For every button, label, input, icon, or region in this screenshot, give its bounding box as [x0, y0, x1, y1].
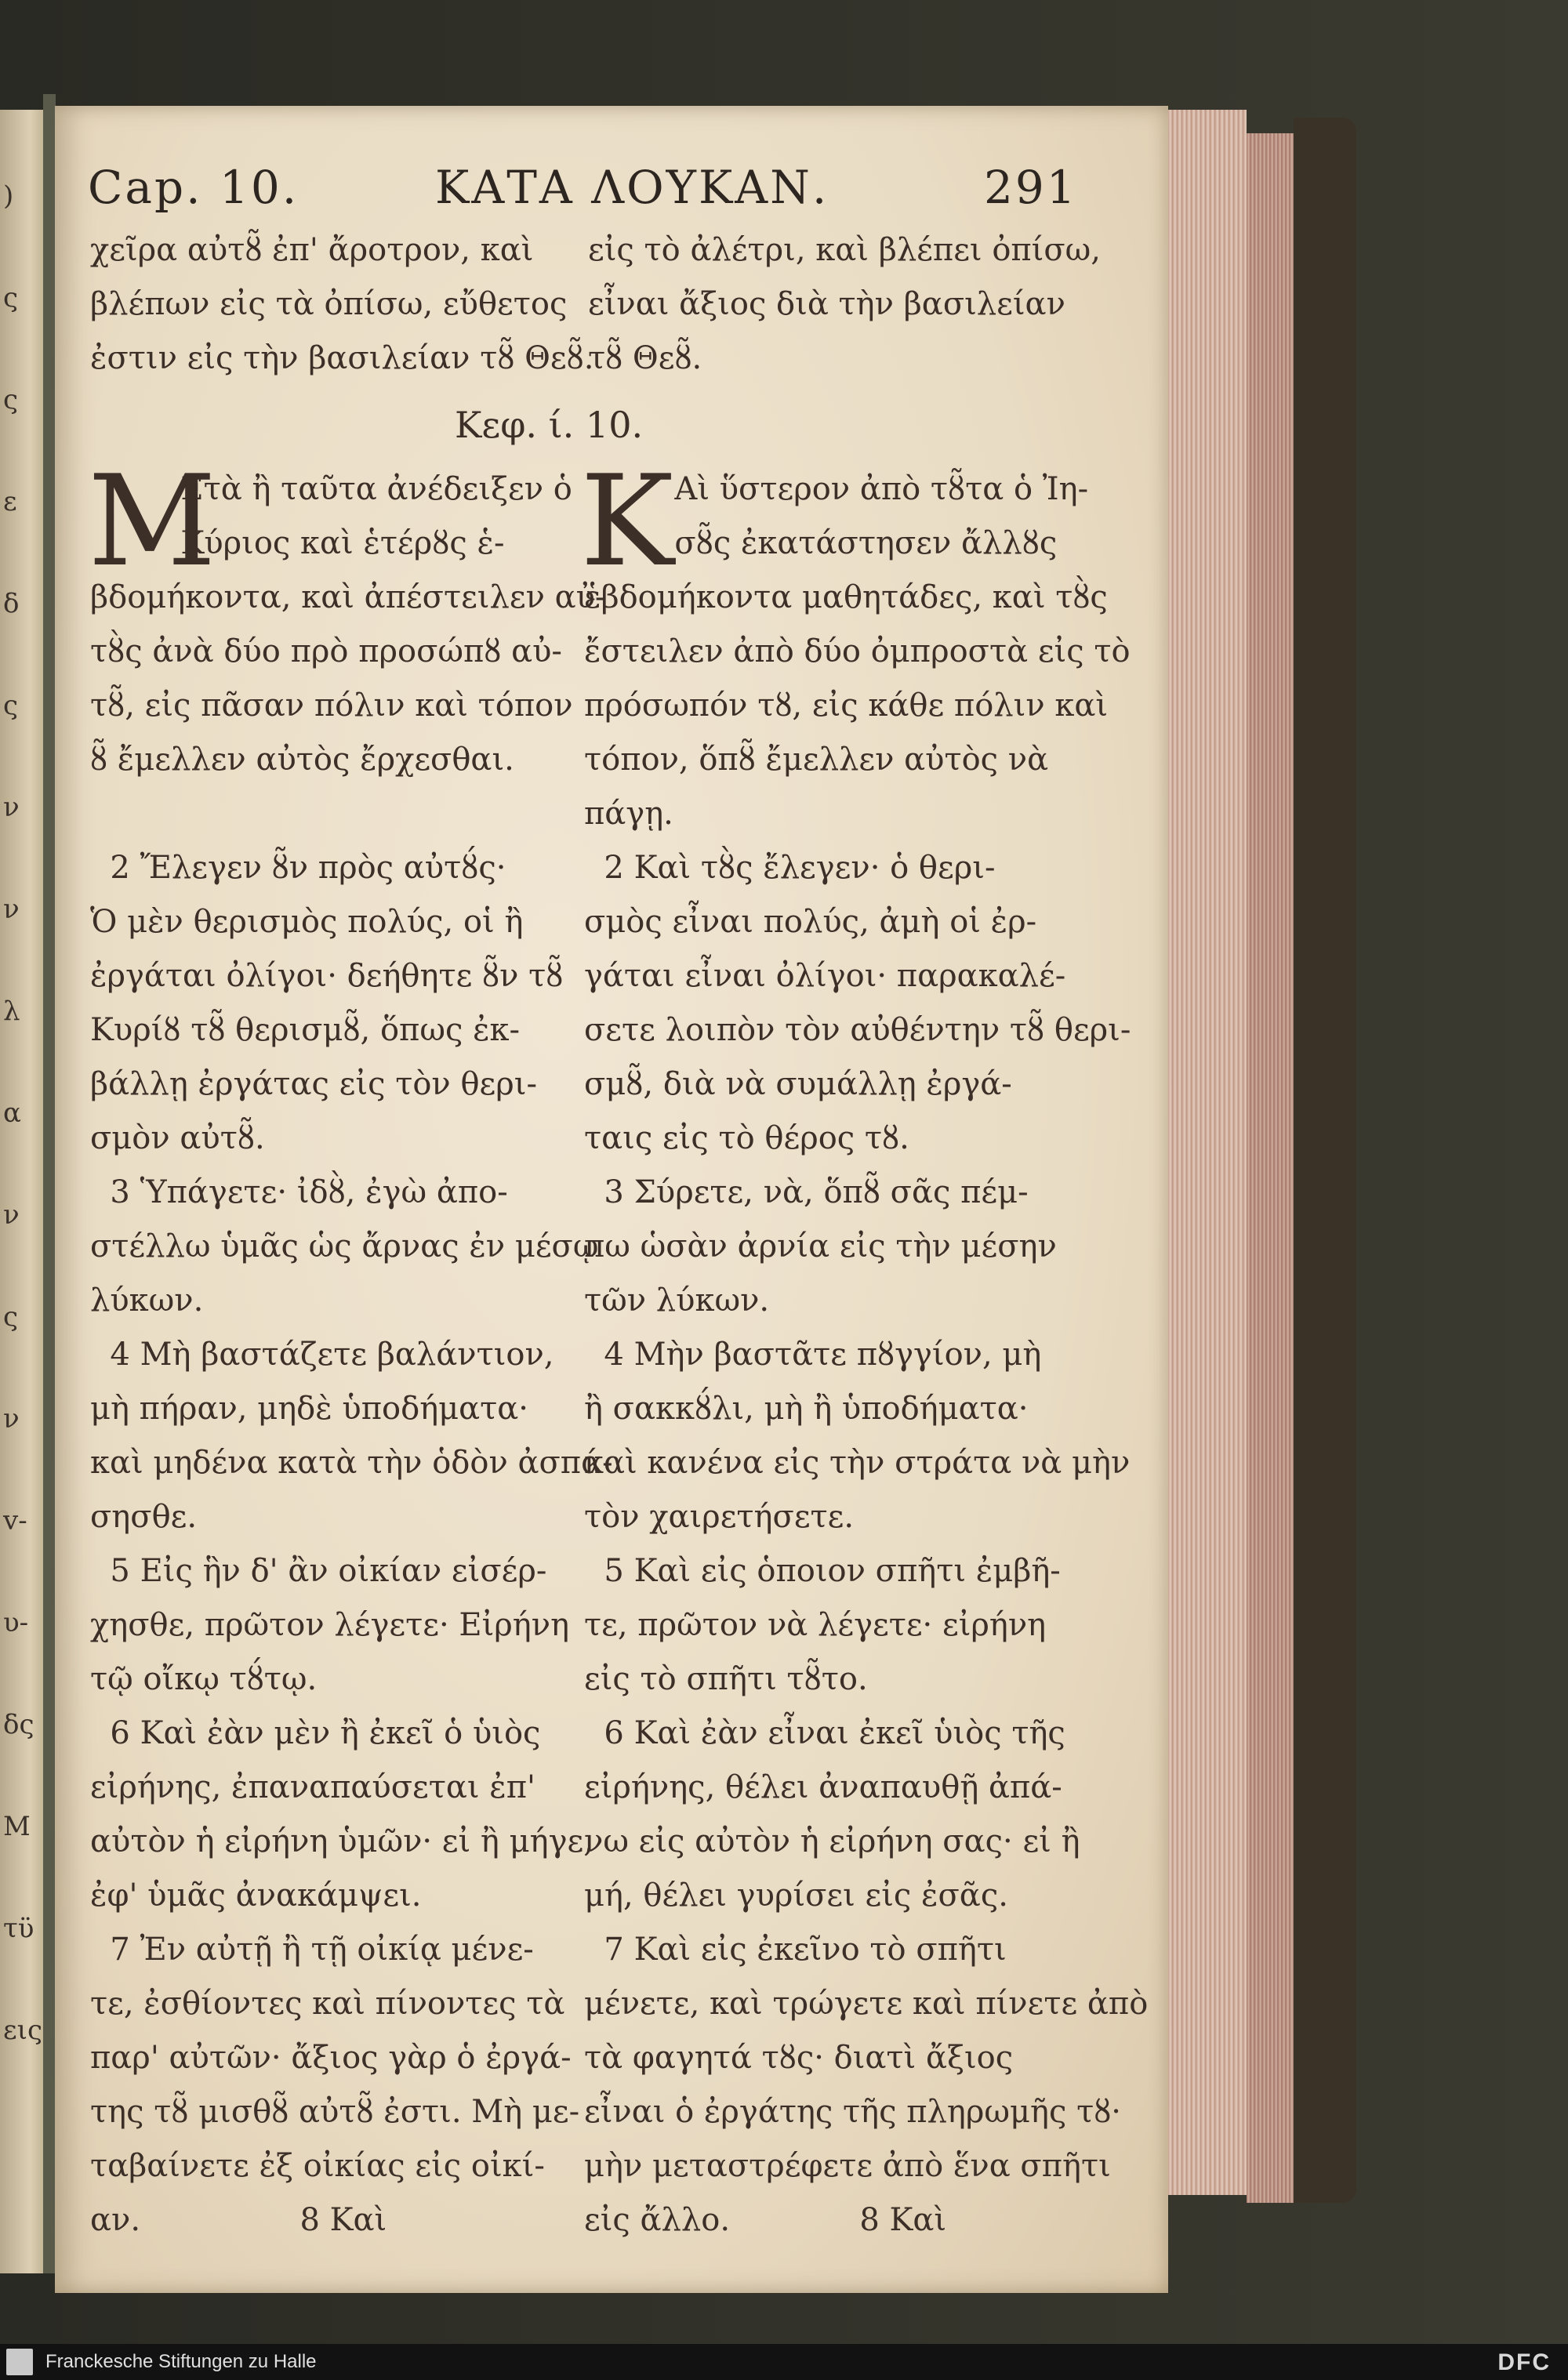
text-line: 7 Καὶ εἰς ἐκεῖνο τὸ σπῆτι	[584, 1932, 1007, 1968]
text-line: σμὸν αὐτȣ̃.	[90, 1120, 265, 1156]
left-margin-fragment: ν	[3, 1403, 20, 1435]
text-line: 5 Καὶ εἰς ὁποιον σπῆτι ἐμβῆ-	[584, 1553, 1061, 1589]
text-line: ἢ σακκȣ́λι, μὴ ἢ ὑποδήματα·	[584, 1391, 1029, 1427]
column-2-top	[588, 223, 1101, 386]
left-margin-fragment: α	[3, 1097, 21, 1129]
drop-cap-1: Μ	[88, 448, 216, 594]
text-line: αν. 8 Καὶ	[90, 2202, 387, 2238]
text-line: χησθε, πρῶτον λέγετε· Εἰρήνη	[90, 1607, 570, 1643]
text-line: χεῖρα αὐτȣ̃ ἐπ' ἄροτρον, καὶ	[90, 232, 534, 268]
text-line: λύκων.	[90, 1283, 204, 1319]
text-line: ταβαίνετε ἐξ οἰκίας εἰς οἰκί-	[90, 2148, 545, 2184]
text-line: βδομήκοντα, καὶ ἀπέστειλεν αὐ-	[90, 579, 606, 615]
column-1-top	[90, 223, 593, 386]
text-line: εἰς τὸ ἀλέτρι, καὶ βλέπει ὀπίσω,	[588, 232, 1102, 268]
text-line: τȣ̃, εἰς πᾶσαν πόλιν καὶ τόπον	[90, 688, 573, 724]
text-line: ἐργάται ὀλίγοι· δεήθητε ȣ̃ν τȣ̃	[90, 958, 564, 994]
page-edges-outer	[1247, 133, 1294, 2203]
text-line: Αὶ ὕστερον ἀπὸ τȣ̃τα ὁ Ἰη-	[655, 471, 1089, 507]
text-line: 2 Ἔλεγεν ȣ̃ν πρὸς αὐτȣ́ς·	[90, 850, 506, 886]
text-line: εἰρήνης, θέλει ἀναπαυθῇ ἀπά-	[584, 1769, 1062, 1805]
text-line: σȣ̃ς ἐκατάστησεν ἄλλȣς	[655, 525, 1058, 561]
footer-bar	[0, 2344, 1568, 2380]
text-line: γάται εἶναι ὀλίγοι· παρακαλέ-	[584, 958, 1066, 994]
text-line: της τȣ̃ μισθȣ̃ αὐτȣ̃ ἐστι. Μὴ με-	[90, 2094, 580, 2130]
text-line: μὴ πήραν, μηδὲ ὑποδήματα·	[90, 1391, 529, 1427]
text-line: εἶναι ὁ ἐργάτης τῆς πληρωμῆς τȣ·	[584, 2094, 1121, 2130]
left-margin-fragment: ς	[3, 282, 19, 314]
text-line: 4 Μὴ βαστάζετε βαλάντιον,	[90, 1337, 554, 1373]
text-line: ταις εἰς τὸ θέρος τȣ.	[584, 1120, 909, 1156]
text-line: 6 Καὶ ἐὰν εἶναι ἐκεῖ ὑιὸς τῆς	[584, 1715, 1065, 1751]
left-margin-fragment: δ	[3, 588, 20, 619]
text-line: ἑβδομήκοντα μαθητάδες, καὶ τȣ̀ς	[584, 579, 1108, 615]
text-line: σετε λοιπὸν τὸν αὐθέντην τȣ̃ θερι-	[584, 1012, 1131, 1048]
drop-cap-2: Κ	[580, 448, 674, 594]
running-head-chapter: Cap. 10.	[88, 161, 299, 214]
column-2-vernacular	[584, 463, 1148, 2248]
left-margin-fragment: δς	[3, 1709, 34, 1740]
book-cover	[1294, 118, 1356, 2203]
text-line: εἰρήνης, ἐπαναπαύσεται ἐπ'	[90, 1769, 536, 1805]
page-edges	[1168, 110, 1247, 2195]
text-line: 6 Καὶ ἐὰν μὲν ἢ ἐκεῖ ὁ ὑιὸς	[90, 1715, 541, 1751]
text-line: Κύριος καὶ ἑτέρȣς ἑ-	[161, 525, 505, 561]
text-line: αὐτὸν ἡ εἰρήνη ὑμῶν· εἰ ἢ μήγε,	[90, 1823, 593, 1859]
left-margin-fragment: ς	[3, 1301, 19, 1333]
left-margin-fragment: v-	[3, 1505, 27, 1536]
left-margin-fragment: Μ	[3, 1811, 31, 1842]
text-line: βάλλῃ ἐργάτας εἰς τὸν θερι-	[90, 1066, 537, 1102]
text-line: τόπον, ὅπȣ̃ ἔμελλεν αὐτὸς νὰ	[584, 742, 1049, 778]
text-line: ἔστειλεν ἀπὸ δύο ὀμπροστὰ εἰς τὸ	[584, 633, 1131, 669]
text-line: καὶ μηδένα κατὰ τὴν ὁδὸν ἀσπά-	[90, 1445, 613, 1481]
institution-logo-icon	[6, 2349, 33, 2375]
text-line: τὰ φαγητά τȣς· διατὶ ἄξιος	[584, 2040, 1014, 2076]
institution-name: Franckesche Stiftungen zu Halle	[45, 2351, 317, 2372]
text-line: παρ' αὐτῶν· ἄξιος γὰρ ὁ ἐργά-	[90, 2040, 572, 2076]
text-line: Ετὰ ἢ ταῦτα ἀνέδειξεν ὁ	[161, 471, 572, 507]
text-line: τȣ̃ Θεȣ̃.	[588, 340, 702, 376]
left-page-edge	[0, 110, 45, 2273]
text-line	[90, 787, 613, 841]
text-line: 7 Ἐν αὐτῇ ἢ τῇ οἰκίᾳ μένε-	[90, 1932, 534, 1968]
text-line: Κυρίȣ τȣ̃ θερισμȣ̃, ὅπως ἐκ-	[90, 1012, 521, 1048]
text-line: μή, θέλει γυρίσει εἰς ἐσᾶς.	[584, 1878, 1008, 1914]
text-line: τῷ οἴκῳ τȣ́τῳ.	[90, 1661, 318, 1697]
column-1-greek	[88, 448, 613, 2248]
text-line: πω ὡσὰν ἀρνία εἰς τὴν μέσην	[584, 1228, 1057, 1264]
left-margin-fragment: ν	[3, 1199, 20, 1231]
text-line: τε, πρῶτον νὰ λέγετε· εἰρήνη	[584, 1607, 1047, 1643]
text-line: βλέπων εἰς τὰ ὀπίσω, εὔθετος	[90, 286, 568, 322]
text-line: τε, ἐσθίοντες καὶ πίνοντες τὰ	[90, 1986, 565, 2022]
spine-gutter	[43, 94, 56, 2273]
text-line: τὸν χαιρετήσετε.	[584, 1499, 855, 1535]
running-head-title: ΚΑΤΑ ΛΟΥΚΑΝ.	[435, 161, 829, 214]
text-line: 2 Καὶ τȣ̀ς ἔλεγεν· ὁ θερι-	[584, 850, 996, 886]
text-line: εἶναι ἄξιος διὰ τὴν βασιλείαν	[588, 286, 1065, 322]
text-line: εἰς ἄλλο. 8 Καὶ	[584, 2202, 947, 2238]
left-margin-fragment: ς	[3, 384, 19, 415]
text-line: στέλλω ὑμᾶς ὡς ἄρνας ἐν μέσῳ	[90, 1228, 599, 1264]
text-line: 5 Εἰς ἣν δ' ἂν οἰκίαν εἰσέρ-	[90, 1553, 547, 1589]
text-line: μένετε, καὶ τρώγετε καὶ πίνετε ἀπὸ	[584, 1986, 1149, 2022]
text-line: νω εἰς αὐτὸν ἡ εἰρήνη σας· εἰ ἢ	[584, 1823, 1080, 1859]
text-line: πάγῃ.	[584, 796, 673, 832]
left-margin-fragment: τϋ	[3, 1913, 34, 1944]
text-line: τῶν λύκων.	[584, 1283, 770, 1319]
text-line: σμὸς εἶναι πολύς, ἀμὴ οἱ ἐρ-	[584, 904, 1037, 940]
left-margin-fragment: )	[3, 180, 14, 212]
text-line: ἐφ' ὑμᾶς ἀνακάμψει.	[90, 1878, 422, 1914]
text-line: σμȣ̃, διὰ νὰ συμάλλῃ ἐργά-	[584, 1066, 1012, 1102]
left-margin-fragment: υ-	[3, 1607, 29, 1638]
page-number: 291	[984, 161, 1078, 214]
text-line: εἰς τὸ σπῆτι τȣ̃το.	[584, 1661, 868, 1697]
left-margin-fragment: ν	[3, 894, 20, 925]
text-line: σησθε.	[90, 1499, 198, 1535]
left-margin-fragment: ε	[3, 486, 17, 517]
text-line: 3 Σύρετε, νὰ, ὅπȣ̃ σᾶς πέμ-	[584, 1174, 1029, 1210]
text-line: ἐστιν εἰς τὴν βασιλείαν τȣ̃ Θεȣ̃.	[90, 340, 594, 376]
chapter-heading: Κεφ. ί. 10.	[455, 404, 644, 446]
text-line: ȣ̃ ἔμελλεν αὐτὸς ἔρχεσθαι.	[90, 742, 514, 778]
text-line: μὴν μεταστρέφετε ἀπὸ ἕνα σπῆτι	[584, 2148, 1111, 2184]
text-line: πρόσωπόν τȣ, εἰς κάθε πόλιν καὶ	[584, 688, 1109, 724]
left-margin-fragment: ς	[3, 690, 19, 721]
text-line: 3 Ὑπάγετε· ἰδȣ̀, ἐγὼ ἀπο-	[90, 1174, 508, 1210]
dfg-logo: DFC	[1497, 2349, 1551, 2375]
text-line: καὶ κανένα εἰς τὴν στράτα νὰ μὴν	[584, 1445, 1131, 1481]
text-line: τȣ̀ς ἀνὰ δύο πρὸ προσώπȣ αὐ-	[90, 633, 562, 669]
left-margin-fragment: λ	[3, 996, 20, 1027]
text-line: 4 Μὴν βαστᾶτε πȣγγίον, μὴ	[584, 1337, 1042, 1373]
left-margin-fragment: εις	[3, 2015, 42, 2046]
left-margin-fragment: ν	[3, 792, 20, 823]
text-line: Ὁ μὲν θερισμὸς πολύς, οἱ ἢ	[90, 904, 524, 940]
